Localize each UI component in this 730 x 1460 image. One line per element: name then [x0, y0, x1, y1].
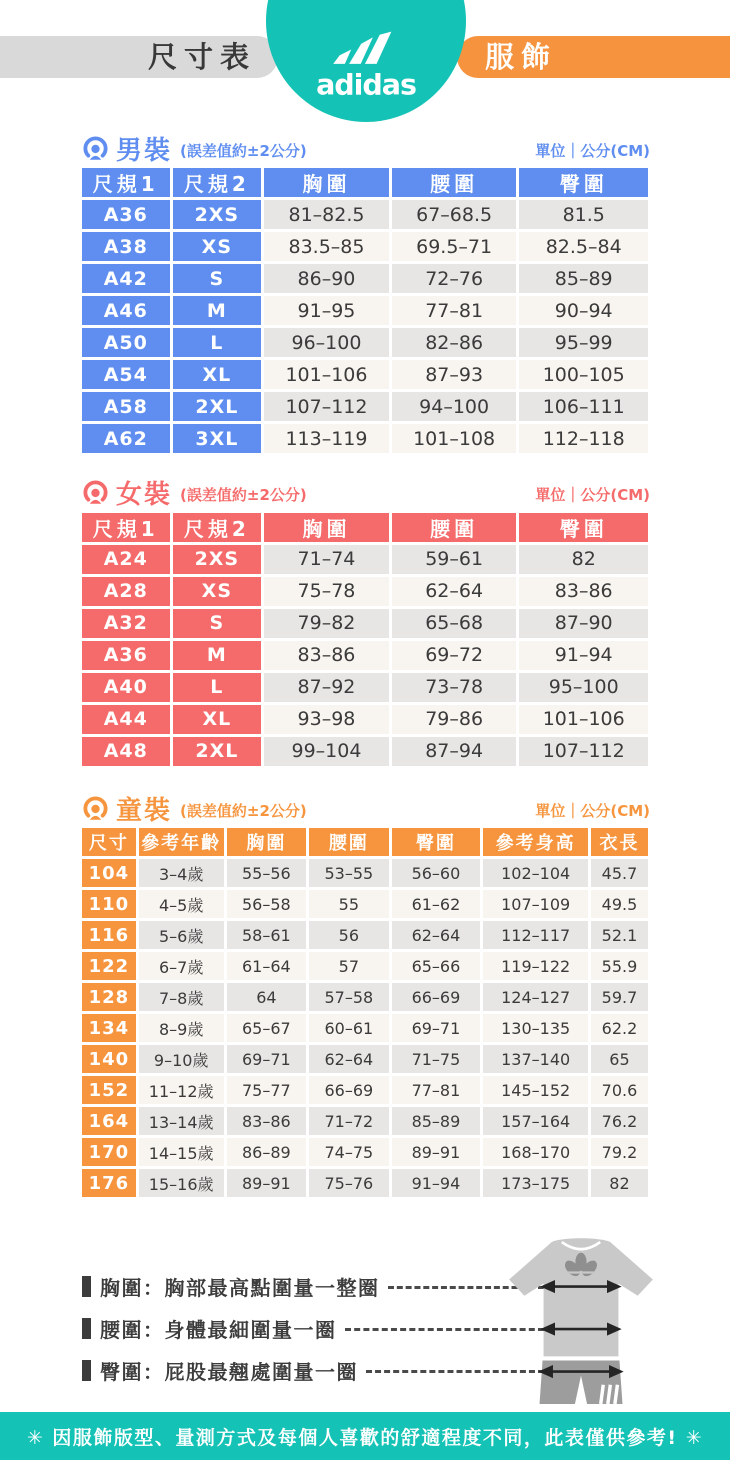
column-header: 臀圍: [392, 828, 481, 856]
size-cell: XS: [173, 232, 262, 261]
column-header: 胸圍: [264, 168, 389, 197]
measure-cell: 77–81: [392, 1076, 481, 1104]
waist-definition: 腰圍：身體最細圍量一圈: [100, 1317, 337, 1342]
measure-cell: 83.5–85: [264, 232, 389, 261]
table-row: [82, 1107, 648, 1135]
measure-cell: 67–68.5: [392, 200, 517, 229]
measure-cell: 49.5: [591, 890, 648, 918]
footer-note-bar: [0, 1412, 730, 1460]
measure-cell: 89–91: [227, 1169, 306, 1197]
size-cell: 104: [82, 859, 136, 887]
person-icon: [82, 479, 109, 506]
measure-cell: 9–10歲: [139, 1045, 224, 1073]
measure-cell: 119–122: [483, 952, 588, 980]
measure-cell: 56–58: [227, 890, 306, 918]
measure-cell: 99–104: [264, 737, 389, 766]
size-cell: A48: [82, 737, 170, 766]
size-cell: XL: [173, 705, 262, 734]
header-row: [82, 168, 648, 197]
measure-cell: 73–78: [392, 673, 517, 702]
table-row: [82, 1045, 648, 1073]
category-pill: [457, 36, 730, 78]
size-chart-title: 尺寸表: [147, 40, 256, 74]
measure-cell: 61–62: [392, 890, 481, 918]
size-cell: S: [173, 264, 262, 293]
measure-cell: 124–127: [483, 983, 588, 1011]
measure-cell: 96–100: [264, 328, 389, 357]
table-row: [82, 232, 648, 261]
measure-cell: 95–100: [519, 673, 648, 702]
size-cell: A24: [82, 545, 170, 574]
measure-cell: 62–64: [392, 577, 517, 606]
size-cell: 122: [82, 952, 136, 980]
measure-cell: 69.5–71: [392, 232, 517, 261]
measure-cell: 79.2: [591, 1138, 648, 1166]
measure-cell: 87–93: [392, 360, 517, 389]
measure-cell: 57: [309, 952, 388, 980]
measure-cell: 87–94: [392, 737, 517, 766]
size-cell: 128: [82, 983, 136, 1011]
measure-cell: 55–56: [227, 859, 306, 887]
header-row: [82, 513, 648, 542]
measure-cell: 62.2: [591, 1014, 648, 1042]
column-header: 尺寸: [82, 828, 136, 856]
category-label: 服飾: [485, 40, 558, 74]
column-header: 腰圍: [392, 513, 517, 542]
women-size-table: [79, 510, 651, 769]
measure-cell: 58–61: [227, 921, 306, 949]
measure-cell: 15–16歲: [139, 1169, 224, 1197]
measure-cell: 72–76: [392, 264, 517, 293]
measure-cell: 64: [227, 983, 306, 1011]
measure-cell: 91–95: [264, 296, 389, 325]
measure-cell: 59–61: [392, 545, 517, 574]
measure-cell: 66–69: [309, 1076, 388, 1104]
table-row: [82, 952, 648, 980]
measure-cell: 95–99: [519, 328, 648, 357]
measure-cell: 85–89: [392, 1107, 481, 1135]
person-icon: [82, 795, 109, 822]
measure-cell: 91–94: [519, 641, 648, 670]
measure-cell: 107–112: [264, 392, 389, 421]
column-header: 尺規1: [82, 168, 170, 197]
measure-cell: 79–82: [264, 609, 389, 638]
measure-cell: 83–86: [227, 1107, 306, 1135]
measure-cell: 69–72: [392, 641, 517, 670]
measure-cell: 55.9: [591, 952, 648, 980]
table-row: [82, 392, 648, 421]
size-cell: A42: [82, 264, 170, 293]
size-cell: A58: [82, 392, 170, 421]
column-header: 參考年齡: [139, 828, 224, 856]
measure-cell: 70.6: [591, 1076, 648, 1104]
measure-cell: 75–76: [309, 1169, 388, 1197]
measure-cell: 62–64: [392, 921, 481, 949]
measure-cell: 90–94: [519, 296, 648, 325]
hip-definition: 臀圍：屁股最翹處圍量一圈: [100, 1359, 358, 1384]
measure-cell: 74–75: [309, 1138, 388, 1166]
table-row: [82, 200, 648, 229]
measure-cell: 81–82.5: [264, 200, 389, 229]
table-row: [82, 424, 648, 453]
table-row: [82, 641, 648, 670]
measure-cell: 69–71: [227, 1045, 306, 1073]
size-cell: 2XL: [173, 392, 262, 421]
column-header: 臀圍: [519, 168, 648, 197]
measure-cell: 82–86: [392, 328, 517, 357]
measurement-legend: [0, 1236, 730, 1412]
measure-cell: 7–8歲: [139, 983, 224, 1011]
measure-cell: 82: [519, 545, 648, 574]
men-section-title: 男裝: [116, 135, 173, 166]
table-row: [82, 890, 648, 918]
measure-cell: 61–64: [227, 952, 306, 980]
size-cell: 170: [82, 1138, 136, 1166]
tolerance-note: (誤差值約±2公分): [180, 486, 307, 504]
table-row: [82, 609, 648, 638]
measure-cell: 65–67: [227, 1014, 306, 1042]
size-cell: A36: [82, 200, 170, 229]
column-header: 尺規2: [173, 168, 262, 197]
table-row: [82, 1076, 648, 1104]
table-row: [82, 859, 648, 887]
measure-cell: 65: [591, 1045, 648, 1073]
size-cell: 176: [82, 1169, 136, 1197]
measure-cell: 82.5–84: [519, 232, 648, 261]
measure-cell: 14–15歲: [139, 1138, 224, 1166]
chest-definition: 胸圍：胸部最高點圍量一整圈: [100, 1275, 380, 1300]
measure-cell: 107–109: [483, 890, 588, 918]
men-size-table-wrap: [0, 165, 730, 456]
measure-cell: 101–106: [264, 360, 389, 389]
table-row: [82, 921, 648, 949]
measure-cell: 5–6歲: [139, 921, 224, 949]
measure-cell: 75–78: [264, 577, 389, 606]
size-cell: A28: [82, 577, 170, 606]
column-header: 臀圍: [519, 513, 648, 542]
unit-label: 單位｜公分(CM): [535, 486, 650, 504]
bullet-icon: [82, 1276, 91, 1297]
kids-section-header: [0, 791, 730, 825]
measure-cell: 59.7: [591, 983, 648, 1011]
measure-cell: 101–108: [392, 424, 517, 453]
measure-cell: 86–89: [227, 1138, 306, 1166]
measure-cell: 65–68: [392, 609, 517, 638]
size-cell: A50: [82, 328, 170, 357]
measure-cell: 83–86: [519, 577, 648, 606]
column-header: 衣長: [591, 828, 648, 856]
adidas-logo-icon: [306, 30, 426, 104]
size-cell: A46: [82, 296, 170, 325]
men-size-table: [79, 165, 651, 456]
table-row: [82, 296, 648, 325]
women-size-table-wrap: [0, 510, 730, 769]
legend-row-chest: [82, 1271, 544, 1301]
column-header: 腰圍: [309, 828, 388, 856]
table-row: [82, 983, 648, 1011]
column-header: 胸圍: [264, 513, 389, 542]
measure-cell: 89–91: [392, 1138, 481, 1166]
column-header: 尺規1: [82, 513, 170, 542]
column-header: 尺規2: [173, 513, 262, 542]
table-row: [82, 545, 648, 574]
measure-cell: 101–106: [519, 705, 648, 734]
size-cell: 140: [82, 1045, 136, 1073]
measure-cell: 106–111: [519, 392, 648, 421]
footer-note: ✳ 因服飾版型、量測方式及每個人喜歡的舒適程度不同，此表僅供參考! ✳: [26, 1426, 704, 1449]
size-cell: 2XL: [173, 737, 262, 766]
size-cell: L: [173, 673, 262, 702]
table-row: [82, 328, 648, 357]
legend-row-waist: [82, 1313, 544, 1343]
measure-cell: 130–135: [483, 1014, 588, 1042]
size-cell: A44: [82, 705, 170, 734]
size-cell: M: [173, 296, 262, 325]
table-row: [82, 705, 648, 734]
size-chart-title-pill: [0, 36, 278, 78]
size-cell: 164: [82, 1107, 136, 1135]
table-row: [82, 1169, 648, 1197]
measure-cell: 69–71: [392, 1014, 481, 1042]
adidas-badge: [266, 0, 466, 122]
measure-cell: 173–175: [483, 1169, 588, 1197]
measure-cell: 85–89: [519, 264, 648, 293]
measure-cell: 113–119: [264, 424, 389, 453]
measure-cell: 52.1: [591, 921, 648, 949]
measure-cell: 57–58: [309, 983, 388, 1011]
women-section-title: 女裝: [116, 480, 173, 510]
measure-cell: 53–55: [309, 859, 388, 887]
men-section-header: [0, 131, 730, 165]
legend-row-hip: [82, 1355, 544, 1385]
size-cell: A32: [82, 609, 170, 638]
measure-cell: 107–112: [519, 737, 648, 766]
person-icon: [82, 135, 109, 162]
size-cell: 110: [82, 890, 136, 918]
unit-label: 單位｜公分(CM): [535, 801, 650, 820]
measure-cell: 56–60: [392, 859, 481, 887]
size-cell: A40: [82, 673, 170, 702]
table-row: [82, 577, 648, 606]
tshirt-measurement-illustration: [505, 1236, 657, 1408]
measure-cell: 137–140: [483, 1045, 588, 1073]
measure-cell: 93–98: [264, 705, 389, 734]
size-cell: 134: [82, 1014, 136, 1042]
measure-cell: 66–69: [392, 983, 481, 1011]
measure-cell: 87–92: [264, 673, 389, 702]
bullet-icon: [82, 1318, 91, 1339]
table-row: [82, 673, 648, 702]
size-cell: 116: [82, 921, 136, 949]
measure-cell: 71–72: [309, 1107, 388, 1135]
unit-label: 單位｜公分(CM): [535, 141, 650, 160]
kids-size-table: [79, 825, 651, 1200]
measure-cell: 56: [309, 921, 388, 949]
size-cell: 3XL: [173, 424, 262, 453]
measure-cell: 100–105: [519, 360, 648, 389]
measure-cell: 75–77: [227, 1076, 306, 1104]
measure-cell: 145–152: [483, 1076, 588, 1104]
table-row: [82, 1138, 648, 1166]
svg-text:adidas: adidas: [316, 68, 416, 102]
size-cell: 2XS: [173, 545, 262, 574]
size-cell: 152: [82, 1076, 136, 1104]
table-row: [82, 264, 648, 293]
column-header: 胸圍: [227, 828, 306, 856]
measure-cell: 13–14歲: [139, 1107, 224, 1135]
measure-cell: 6–7歲: [139, 952, 224, 980]
header-banner: [0, 0, 730, 122]
measure-cell: 102–104: [483, 859, 588, 887]
measure-cell: 76.2: [591, 1107, 648, 1135]
bullet-icon: [82, 1360, 91, 1381]
measure-cell: 83–86: [264, 641, 389, 670]
measure-cell: 55: [309, 890, 388, 918]
column-header: 腰圍: [392, 168, 517, 197]
tolerance-note: (誤差值約±2公分): [180, 801, 307, 820]
tolerance-note: (誤差值約±2公分): [180, 141, 307, 160]
size-cell: S: [173, 609, 262, 638]
measure-cell: 94–100: [392, 392, 517, 421]
column-header: 參考身高: [483, 828, 588, 856]
size-cell: M: [173, 641, 262, 670]
size-cell: A36: [82, 641, 170, 670]
size-cell: 2XS: [173, 200, 262, 229]
measure-cell: 79–86: [392, 705, 517, 734]
measure-cell: 65–66: [392, 952, 481, 980]
measure-cell: 86–90: [264, 264, 389, 293]
size-cell: XS: [173, 577, 262, 606]
measure-cell: 112–118: [519, 424, 648, 453]
table-row: [82, 360, 648, 389]
kids-section-title: 童裝: [116, 795, 173, 826]
table-row: [82, 737, 648, 766]
size-cell: A54: [82, 360, 170, 389]
measure-cell: 71–75: [392, 1045, 481, 1073]
measure-cell: 3–4歲: [139, 859, 224, 887]
measure-cell: 168–170: [483, 1138, 588, 1166]
measure-cell: 87–90: [519, 609, 648, 638]
women-section-header: [0, 476, 730, 510]
size-cell: A38: [82, 232, 170, 261]
header-row: [82, 828, 648, 856]
measure-cell: 82: [591, 1169, 648, 1197]
size-cell: XL: [173, 360, 262, 389]
measure-cell: 4–5歲: [139, 890, 224, 918]
measure-cell: 81.5: [519, 200, 648, 229]
measure-cell: 112–117: [483, 921, 588, 949]
measure-cell: 71–74: [264, 545, 389, 574]
measure-cell: 45.7: [591, 859, 648, 887]
size-cell: L: [173, 328, 262, 357]
measure-cell: 60–61: [309, 1014, 388, 1042]
measure-cell: 77–81: [392, 296, 517, 325]
measure-cell: 8–9歲: [139, 1014, 224, 1042]
measure-cell: 91–94: [392, 1169, 481, 1197]
measure-cell: 11–12歲: [139, 1076, 224, 1104]
measure-cell: 62–64: [309, 1045, 388, 1073]
kids-size-table-wrap: [0, 825, 730, 1200]
measure-cell: 157–164: [483, 1107, 588, 1135]
size-cell: A62: [82, 424, 170, 453]
table-row: [82, 1014, 648, 1042]
